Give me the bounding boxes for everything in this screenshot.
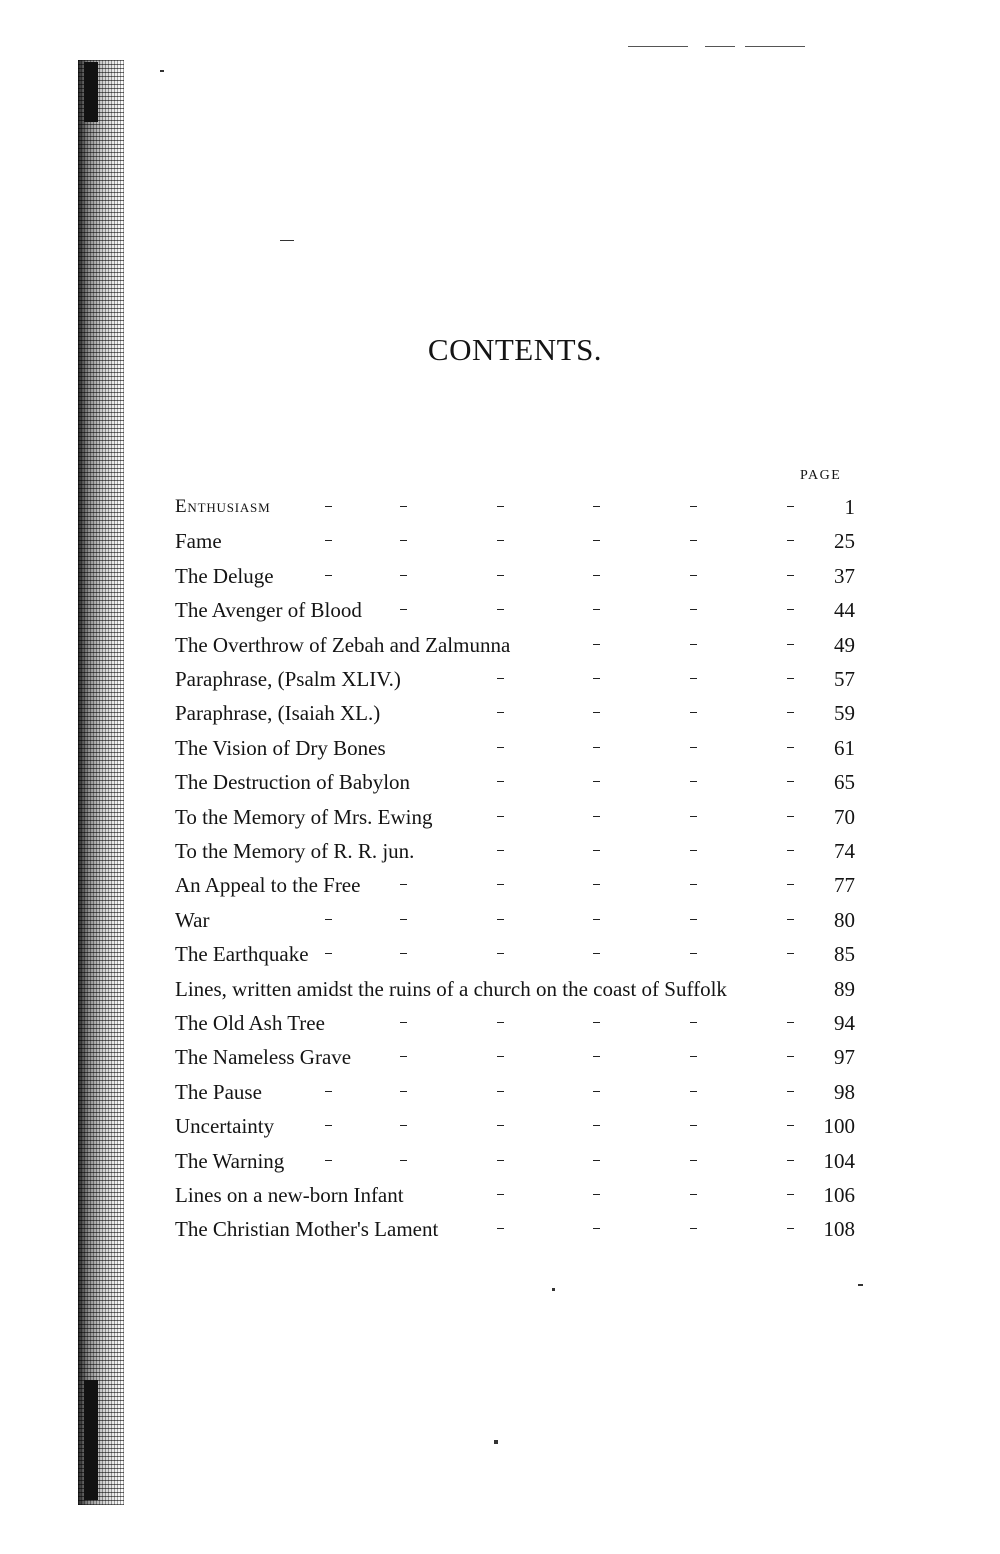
leader-dash <box>593 1022 600 1023</box>
scan-speck <box>552 1288 555 1291</box>
toc-entry <box>175 1144 855 1178</box>
toc-entry-title: The Old Ash Tree <box>175 1011 325 1035</box>
toc-entry-title: Lines, written amidst the ruins of a church on the coast of Suffolk <box>175 976 727 1001</box>
leader-dash <box>690 1091 697 1092</box>
leader-dash <box>690 747 697 748</box>
leader-dash <box>400 1091 407 1092</box>
leader-dash <box>690 1194 697 1195</box>
leader-dash <box>325 1125 332 1126</box>
leader-dash <box>593 1056 600 1057</box>
toc-entry-title: The Earthquake <box>175 942 309 967</box>
leader-dash <box>325 1160 332 1161</box>
leader-dash <box>593 1228 600 1229</box>
toc-entry-title: Enthusiasm <box>175 496 271 517</box>
leader-dash <box>400 609 407 610</box>
leader-dash <box>593 850 600 851</box>
toc-entry <box>175 1006 855 1040</box>
leader-dash <box>497 575 504 576</box>
leader-dash <box>787 609 794 610</box>
leader-dash <box>497 747 504 748</box>
leader-dash <box>787 1056 794 1057</box>
leader-dash <box>400 884 407 885</box>
leader-dash <box>690 678 697 679</box>
leader-dash <box>787 540 794 541</box>
scan-mark <box>745 46 805 47</box>
leader-dash <box>497 712 504 713</box>
leader-dash <box>593 816 600 817</box>
toc-entry <box>175 972 855 1006</box>
leader-dash <box>497 850 504 851</box>
scan-speck <box>858 1284 863 1286</box>
leader-dash <box>593 953 600 954</box>
toc-entry-title: The Overthrow of Zebah and Zalmunna <box>175 632 511 657</box>
leader-dash <box>400 540 407 541</box>
leader-dash <box>593 575 600 576</box>
toc-entry <box>175 524 855 558</box>
leader-dash <box>787 644 794 645</box>
toc-entry-title: To the Memory of Mrs. Ewing <box>175 804 433 829</box>
toc-entry-page-number: 37 <box>834 563 855 588</box>
toc-entry-page-number: 65 <box>834 770 855 795</box>
leader-dash <box>593 884 600 885</box>
leader-dash <box>593 919 600 920</box>
leader-dash <box>787 712 794 713</box>
leader-dash <box>690 953 697 954</box>
leader-dash <box>497 1022 504 1023</box>
toc-entry-title: Paraphrase, (Isaiah XL.) <box>175 701 381 726</box>
toc-entry-title: War <box>175 907 210 932</box>
leader-dash <box>690 884 697 885</box>
leader-dash <box>497 506 504 507</box>
binding-shadow <box>84 1380 98 1500</box>
toc-entry-page-number: 85 <box>834 942 855 967</box>
leader-dash <box>497 919 504 920</box>
toc-entry-title: The Warning <box>175 1148 285 1173</box>
leader-dash <box>690 1056 697 1057</box>
leader-dash <box>497 1160 504 1161</box>
toc-entry-title: The Deluge <box>175 563 274 588</box>
toc-entry <box>175 1178 855 1212</box>
leader-dash <box>690 919 697 920</box>
toc-entry-title: Uncertainty <box>175 1114 275 1139</box>
leader-dash <box>497 1194 504 1195</box>
leader-dash <box>593 1194 600 1195</box>
leader-dash <box>497 1091 504 1092</box>
leader-dash <box>497 1056 504 1057</box>
toc-entry-title: The Destruction of Babylon <box>175 770 411 795</box>
toc-entry <box>175 1040 855 1074</box>
leader-dash <box>400 919 407 920</box>
leader-dash <box>497 1125 504 1126</box>
scan-mark <box>705 46 735 47</box>
leader-dash <box>400 953 407 954</box>
leader-dash <box>497 781 504 782</box>
toc-entry <box>175 903 855 937</box>
leader-dash <box>593 712 600 713</box>
leader-dash <box>497 678 504 679</box>
leader-dash <box>787 575 794 576</box>
leader-dash <box>787 678 794 679</box>
leader-dash <box>787 884 794 885</box>
binding-shadow <box>84 62 98 122</box>
leader-dash <box>787 506 794 507</box>
leader-dash <box>787 1125 794 1126</box>
leader-dash <box>400 1056 407 1057</box>
toc-entry <box>175 800 855 834</box>
leader-dash <box>325 506 332 507</box>
leader-dash <box>593 678 600 679</box>
toc-entry-title: Lines on a new-born Infant <box>175 1183 404 1207</box>
toc-entry-page-number: 59 <box>834 701 855 726</box>
toc-entry-page-number: 80 <box>834 907 855 932</box>
toc-entry-title: The Pause <box>175 1079 262 1104</box>
leader-dash <box>690 575 697 576</box>
toc-entry-title: Paraphrase, (Psalm XLIV.) <box>175 667 401 691</box>
scan-speck <box>280 240 294 241</box>
toc-entry-title: The Avenger of Blood <box>175 598 362 623</box>
leader-dash <box>787 747 794 748</box>
leader-dash <box>690 781 697 782</box>
leader-dash <box>690 712 697 713</box>
toc-entry <box>175 559 855 593</box>
leader-dash <box>497 609 504 610</box>
toc-entry-page-number: 89 <box>834 976 855 1001</box>
leader-dash <box>400 506 407 507</box>
toc-entry <box>175 1212 855 1246</box>
toc-entry-page-number: 97 <box>834 1045 855 1070</box>
leader-dash <box>690 816 697 817</box>
toc-entry-page-number: 94 <box>834 1011 855 1035</box>
leader-dash <box>787 1228 794 1229</box>
toc-entry-title: The Nameless Grave <box>175 1045 352 1070</box>
toc-entry <box>175 696 855 730</box>
leader-dash <box>690 644 697 645</box>
leader-dash <box>400 1160 407 1161</box>
toc-entry-page-number: 25 <box>834 529 855 554</box>
toc-entry <box>175 662 855 696</box>
leader-dash <box>325 953 332 954</box>
leader-dash <box>497 1228 504 1229</box>
leader-dash <box>690 540 697 541</box>
toc-entry-title: To the Memory of R. R. jun. <box>175 839 415 863</box>
leader-dash <box>593 781 600 782</box>
toc-entry-page-number: 106 <box>823 1183 855 1207</box>
leader-dash <box>497 884 504 885</box>
leader-dash <box>593 609 600 610</box>
leader-dash <box>787 816 794 817</box>
toc-entry-title: An Appeal to the Free <box>175 873 361 898</box>
leader-dash <box>325 1091 332 1092</box>
toc-entry <box>175 765 855 799</box>
leader-dash <box>787 850 794 851</box>
leader-dash <box>593 644 600 645</box>
toc-entry <box>175 731 855 765</box>
leader-dash <box>690 609 697 610</box>
toc-entry <box>175 490 855 524</box>
leader-dash <box>690 1228 697 1229</box>
leader-dash <box>787 1022 794 1023</box>
toc-entry-page-number: 74 <box>834 839 855 863</box>
toc-entry-title: The Christian Mother's Lament <box>175 1217 439 1242</box>
toc-entry <box>175 868 855 902</box>
leader-dash <box>690 1022 697 1023</box>
leader-dash <box>497 816 504 817</box>
toc-entry-page-number: 61 <box>834 735 855 760</box>
leader-dash <box>400 1022 407 1023</box>
scan-speck <box>494 1440 498 1444</box>
leader-dash <box>593 1160 600 1161</box>
leader-dash <box>787 781 794 782</box>
leader-dash <box>787 919 794 920</box>
toc-entry-page-number: 108 <box>823 1217 855 1242</box>
leader-dash <box>593 1125 600 1126</box>
leader-dash <box>325 919 332 920</box>
leader-dash <box>400 1125 407 1126</box>
toc-entry-title: The Vision of Dry Bones <box>175 735 386 760</box>
scan-speck <box>160 70 164 72</box>
toc-entry-page-number: 70 <box>834 804 855 829</box>
toc-entry-page-number: 77 <box>834 873 855 898</box>
page-binding-edge <box>78 60 124 1505</box>
toc-entry-page-number: 1 <box>844 495 855 519</box>
toc-entry-page-number: 57 <box>834 667 855 691</box>
toc-entry-page-number: 104 <box>823 1148 855 1173</box>
toc-entry <box>175 593 855 627</box>
leader-dash <box>787 1091 794 1092</box>
leader-dash <box>593 540 600 541</box>
toc-entry-page-number: 44 <box>834 598 855 623</box>
toc-entry-page-number: 49 <box>834 632 855 657</box>
leader-dash <box>690 1160 697 1161</box>
leader-dash <box>497 953 504 954</box>
toc-entry-title: Fame <box>175 529 222 554</box>
leader-dash <box>400 575 407 576</box>
leader-dash <box>497 540 504 541</box>
toc-entry-page-number: 100 <box>823 1114 855 1139</box>
leader-dash <box>787 1194 794 1195</box>
leader-dash <box>325 575 332 576</box>
leader-dash <box>593 506 600 507</box>
toc-entry <box>175 628 855 662</box>
leader-dash <box>593 1091 600 1092</box>
scan-mark <box>628 46 688 47</box>
leader-dash <box>690 506 697 507</box>
toc-entry <box>175 834 855 868</box>
page-column-label: PAGE <box>800 468 842 483</box>
leader-dash <box>787 953 794 954</box>
leader-dash <box>593 747 600 748</box>
toc-entry-page-number: 98 <box>834 1079 855 1104</box>
leader-dash <box>787 1160 794 1161</box>
page-title: CONTENTS. <box>427 332 603 367</box>
toc-entry <box>175 1075 855 1109</box>
toc-entry <box>175 937 855 971</box>
leader-dash <box>690 1125 697 1126</box>
toc-entry <box>175 1109 855 1143</box>
leader-dash <box>325 540 332 541</box>
leader-dash <box>690 850 697 851</box>
